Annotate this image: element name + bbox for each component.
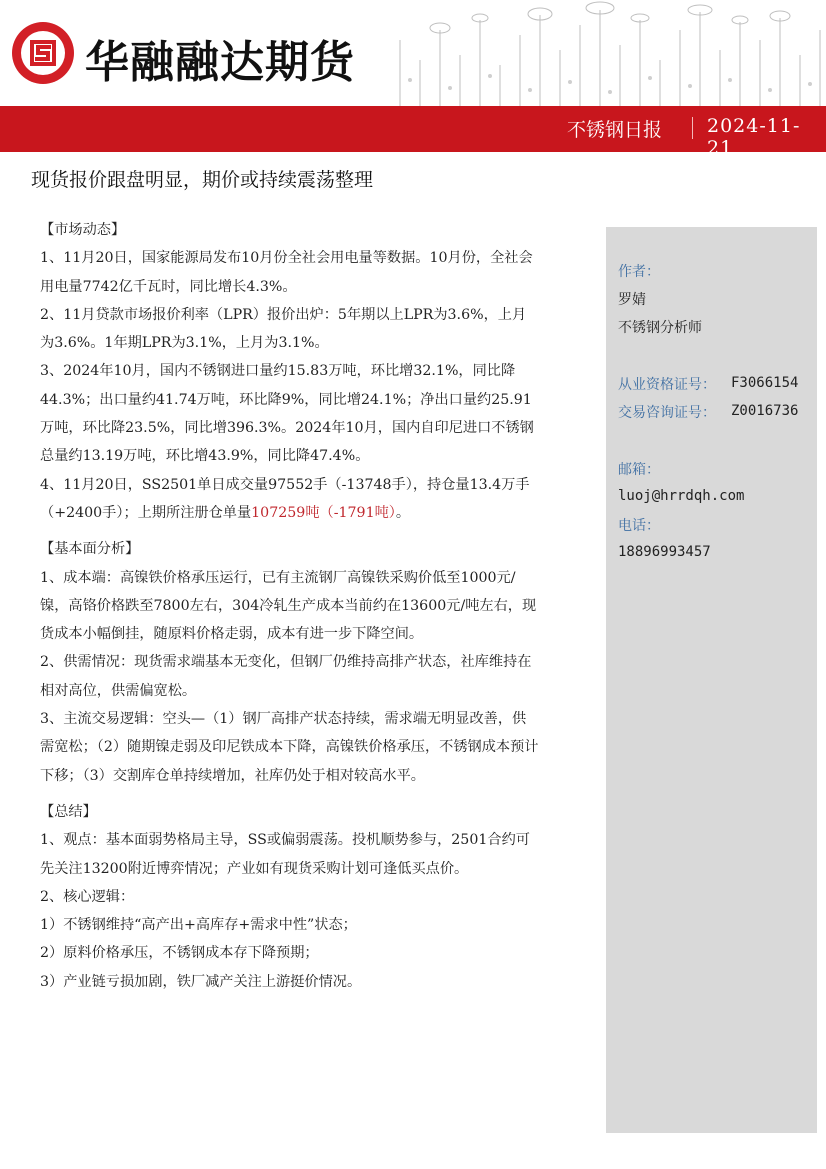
warehouse-receipt-value: 107259吨（-1791吨） xyxy=(251,504,396,521)
fundamental-section xyxy=(40,535,540,790)
list-item: 1、观点：基本面弱势格局主导，SS或偏弱震荡。投机顺势参与，2501合约可先关注13200附近博弈情况；产业如有现货采购计划可逢低买点价。 xyxy=(40,832,530,877)
consult-number: Z0016736 xyxy=(731,403,799,419)
author-sidebar xyxy=(606,227,817,1133)
phone-label: 电话： xyxy=(618,518,660,534)
section-title: 【基本面分析】 xyxy=(40,541,140,558)
list-item: 1、11月20日，国家能源局发布10月份全社会用电量等数据。10月份，全社会用电量7742亿千瓦时，同比增长4.3%。 xyxy=(40,250,533,295)
email-label: 邮箱： xyxy=(618,462,660,478)
email-address[interactable]: luoj@hrrdqh.com xyxy=(618,488,745,504)
brand-name: 华融融达期货 xyxy=(85,37,355,88)
list-item: 2、11月贷款市场报价利率（LPR）报价出炉：5年期以上LPR为3.6%，上月为3.6%。1年期LPR为3.1%，上月为3.1%。 xyxy=(40,306,527,352)
phone-number: 18896993457 xyxy=(618,544,711,560)
author-label: 作者： xyxy=(618,264,660,280)
report-header xyxy=(0,0,826,159)
section-title: 【总结】 xyxy=(40,803,97,820)
list-item: 1）不锈钢维持“高产出+高库存+需求中性”状态； xyxy=(40,917,357,934)
header-decoration xyxy=(380,0,826,106)
report-name: 不锈钢日报 xyxy=(566,119,662,141)
company-logo-icon xyxy=(10,20,76,86)
page-title: 现货报价跟盘明显，期价或持续震荡整理 xyxy=(31,169,374,191)
qualification-label: 从业资格证号： xyxy=(618,377,716,393)
list-item: 2、核心逻辑： xyxy=(40,888,135,905)
list-item: 2、供需情况：现货需求端基本无变化，但钢厂仍维持高排产状态，社库维持在相对高位，供需偏宽松。 xyxy=(40,654,532,699)
author-name: 罗婧 xyxy=(618,292,646,308)
report-body xyxy=(40,216,540,1004)
author-title: 不锈钢分析师 xyxy=(618,320,702,336)
list-item: 3、2024年10月，国内不锈钢进口量约15.83万吨，环比增32.1%，同比降44.3%；出口量约41.74万吨，环比降9%，同比增24.1%；净出口量约25.91万吨，环比降23.5%，同比增396.3%。2024年10月，国内自印尼进口不锈钢总量约13.19万吨，环比增43.9%，同比降47.4%。 xyxy=(40,363,534,465)
title-divider xyxy=(692,117,693,139)
item-text: 。 xyxy=(395,504,411,521)
report-date: 2024-11-21 xyxy=(707,115,801,159)
item-text: 4、11月20日，SS2501单日成交量97552手（-13748手），持仓量13.4万手（+2400手）；上期所注册仓单量 xyxy=(40,476,530,521)
summary-section xyxy=(40,798,540,996)
list-item xyxy=(40,471,540,528)
list-item: 1、成本端：高镍铁价格承压运行，已有主流钢厂高镍铁采购价低至1000元/镍，高铬价格跌至7800左右，304冷轧生产成本当前约在13600元/吨左右，现货成本小幅倒挂，随原料价格走弱，成本有进一步下降空间。 xyxy=(40,569,537,643)
list-item: 3）产业链亏损加剧，铁厂减产关注上游挺价情况。 xyxy=(40,973,362,990)
list-item: 3、主流交易逻辑：空头—（1）钢厂高排产状态持续，需求端无明显改善，供需宽松；（2）随期镍走弱及印尼铁成本下降，高镍铁价格承压，不锈钢成本预计下移；（3）交割库仓单持续增加，社库仍处于相对较高水平。 xyxy=(40,711,539,784)
section-title: 【市场动态】 xyxy=(40,222,126,238)
qualification-number: F3066154 xyxy=(731,375,799,391)
title-bar xyxy=(0,106,826,152)
list-item: 2）原料价格承压，不锈钢成本存下降预期； xyxy=(40,945,319,962)
market-section xyxy=(40,216,540,527)
consult-label: 交易咨询证号： xyxy=(618,405,716,421)
